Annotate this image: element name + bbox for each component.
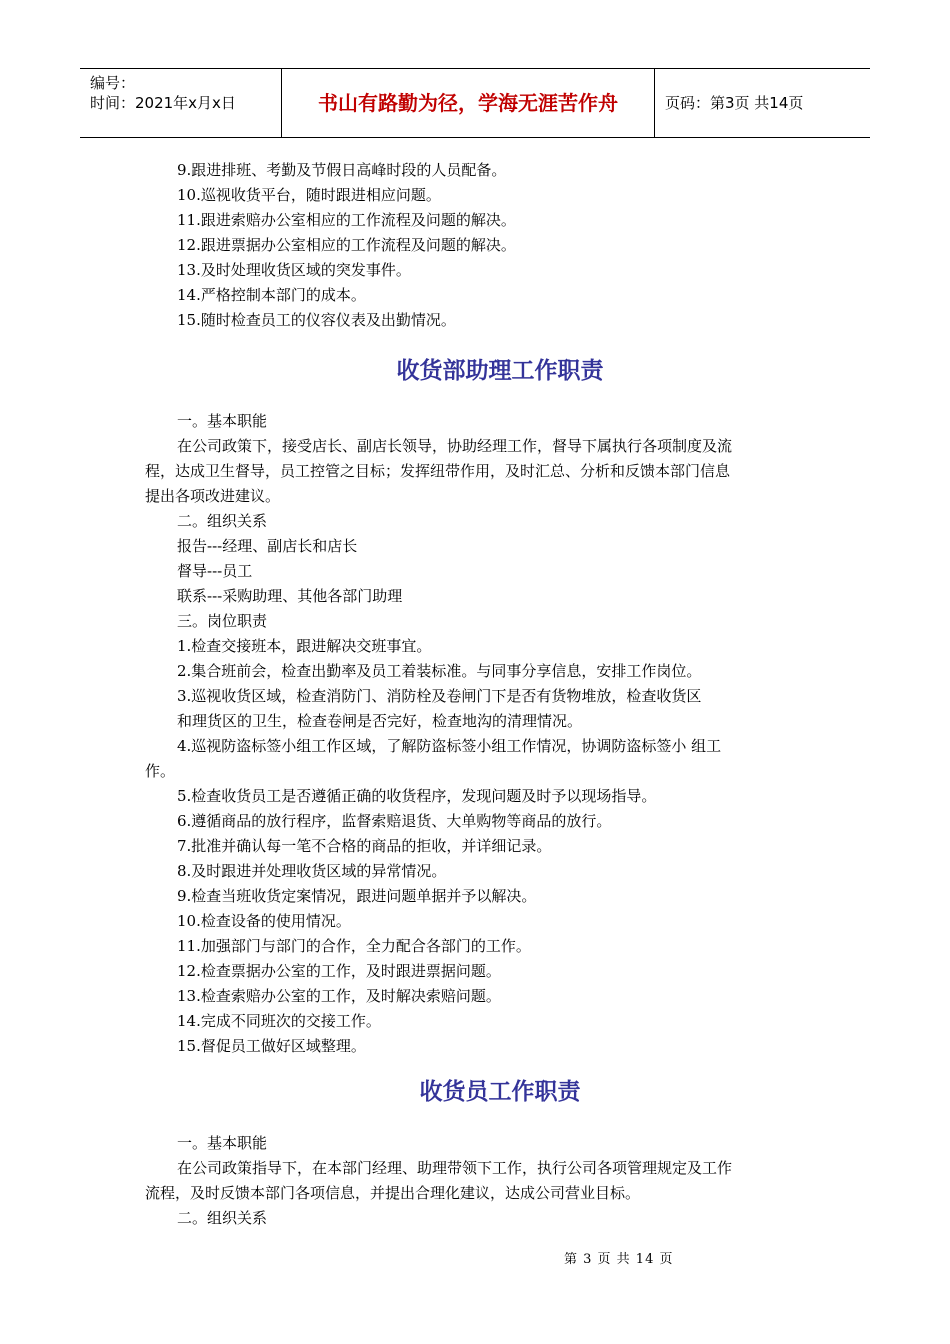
org-line: 督导---员工 — [177, 562, 253, 580]
page-footer: 第 3 页 共 14 页 — [564, 1252, 674, 1267]
list-item: 15.随时检查员工的仪容仪表及出勤情况。 — [177, 311, 456, 329]
subheading: 二。组织关系 — [177, 512, 268, 530]
paragraph-line: 在公司政策指导下，在本部门经理、助理带领下工作，执行公司各项管理规定及工作 — [177, 1159, 733, 1177]
section-title: 收货员工作职责 — [419, 1079, 581, 1105]
list-item: 11.跟进索赔办公室相应的工作流程及问题的解决。 — [177, 211, 516, 229]
list-item: 9.跟进排班、考勤及节假日高峰时段的人员配备。 — [177, 161, 507, 179]
duty-item: 10.检查设备的使用情况。 — [177, 912, 351, 930]
duty-item: 14.完成不同班次的交接工作。 — [177, 1012, 381, 1030]
duty-item: 6.遵循商品的放行程序，监督索赔退货、大单购物等商品的放行。 — [177, 812, 612, 830]
duty-item: 13.检查索赔办公室的工作，及时解决索赔问题。 — [177, 987, 501, 1005]
subheading: 一。基本职能 — [177, 1134, 268, 1152]
time-label: 时间：2021年x月x日 — [90, 94, 236, 112]
duty-item: 5.检查收货员工是否遵循正确的收货程序，发现问题及时予以现场指导。 — [177, 787, 657, 805]
paragraph-line: 在公司政策下，接受店长、副店长领导，协助经理工作，督导下属执行各项制度及流 — [177, 437, 733, 455]
subheading: 一。基本职能 — [177, 412, 268, 430]
subheading: 三。岗位职责 — [177, 612, 268, 630]
section-title: 收货部助理工作职责 — [396, 358, 604, 384]
duty-item: 12.检查票据办公室的工作，及时跟进票据问题。 — [177, 962, 501, 980]
duty-item: 8.及时跟进并处理收货区域的异常情况。 — [177, 862, 447, 880]
page-header — [80, 68, 870, 138]
subheading: 二。组织关系 — [177, 1209, 268, 1227]
duty-item: 15.督促员工做好区域整理。 — [177, 1037, 366, 1055]
paragraph-line: 提出各项改进建议。 — [145, 487, 281, 505]
org-line: 联系---采购助理、其他各部门助理 — [177, 587, 403, 605]
duty-item: 2.集合班前会，检查出勤率及员工着装标准。与同事分享信息，安排工作岗位。 — [177, 662, 702, 680]
header-page-number: 页码：第3页 共14页 — [665, 94, 804, 112]
duty-item: 3.巡视收货区域，检查消防门、消防栓及卷闸门下是否有货物堆放，检查收货区 — [177, 687, 702, 705]
serial-label: 编号： — [90, 74, 136, 92]
header-meta-cell — [80, 69, 282, 137]
paragraph-line: 程，达成卫生督导，员工控管之目标；发挥纽带作用，及时汇总、分析和反馈本部门信息 — [145, 462, 731, 480]
list-item: 14.严格控制本部门的成本。 — [177, 286, 366, 304]
list-item: 13.及时处理收货区域的突发事件。 — [177, 261, 411, 279]
duty-item: 和理货区的卫生，检查卷闸是否完好，检查地沟的清理情况。 — [177, 712, 583, 730]
duty-item: 1.检查交接班本，跟进解决交班事宜。 — [177, 637, 432, 655]
duty-item: 7.批准并确认每一笔不合格的商品的拒收，并详细记录。 — [177, 837, 552, 855]
duty-item: 11.加强部门与部门的合作，全力配合各部门的工作。 — [177, 937, 531, 955]
org-line: 报告---经理、副店长和店长 — [177, 537, 358, 555]
duty-item: 作。 — [145, 762, 176, 780]
duty-item: 9.检查当班收货定案情况，跟进问题单据并予以解决。 — [177, 887, 537, 905]
header-motto: 书山有路勤为径，学海无涯苦作舟 — [282, 69, 655, 137]
list-item: 12.跟进票据办公室相应的工作流程及问题的解决。 — [177, 236, 516, 254]
duty-item: 4.巡视防盗标签小组工作区域，了解防盗标签小组工作情况，协调防盗标签小 组工 — [177, 737, 722, 755]
list-item: 10.巡视收货平台，随时跟进相应问题。 — [177, 186, 441, 204]
paragraph-line: 流程，及时反馈本部门各项信息，并提出合理化建议，达成公司营业目标。 — [145, 1184, 641, 1202]
